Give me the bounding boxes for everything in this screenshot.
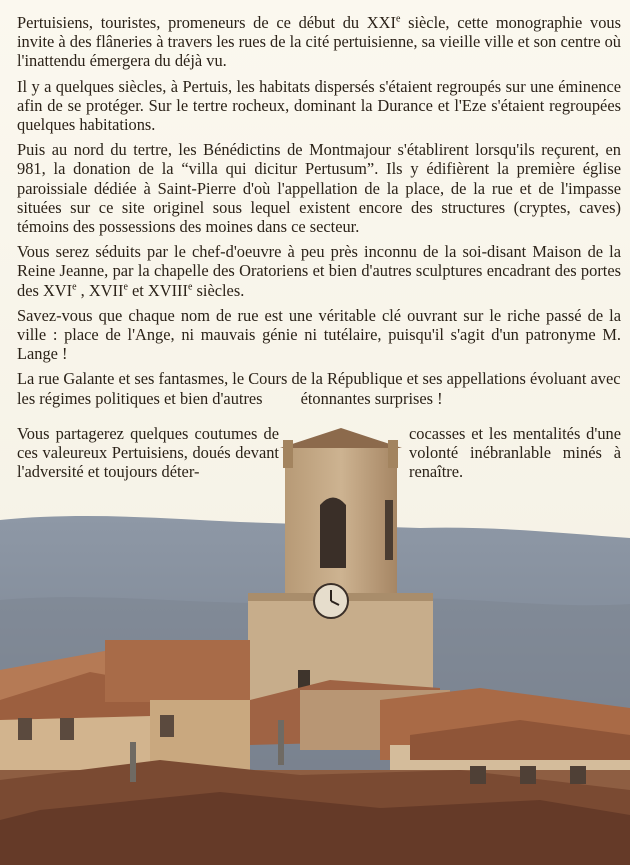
paragraph-4: Vous serez séduits par le chef-d'oeuvre à peu près inconnu de la soi-disant Maison de la Reine Jeanne, par la chapelle des Oratoriens et bien d'autres sculptures encadrant des portes des XVIe , XVIIe et XVIIIe siècles. bbox=[17, 242, 621, 300]
right-column: cocasses et les mentalités d'une volonté inébranlable minés à renaître. bbox=[409, 424, 621, 482]
paragraph-6: La rue Galante et ses fantasmes, le Cours de la République et ses appellations évoluant avec les régimes politiques et bien d'autres étonnantes surprises ! bbox=[17, 369, 621, 408]
paragraph-5: Savez-vous que chaque nom de rue est une véritable clé ouvrant sur le riche passé de la ville : place de l'Ange, ni mauvais génie ni tutélaire, puisqu'il s'agit d'un patronyme M. Lange ! bbox=[17, 305, 621, 364]
main-text bbox=[17, 13, 621, 414]
paragraph-2: Il y a quelques siècles, à Pertuis, les habitats dispersés s'étaient regroupés sur une éminence afin de se protéger. Sur le tertre rocheux, dominant la Durance et l'Eze s'étaient regroupées quelques habitations. bbox=[17, 76, 621, 135]
paragraph-3: Puis au nord du tertre, les Bénédictins de Montmajour s'établirent lorsqu'ils reçurent, en 981, la donation de la “villa qui dicitur Pertusum”. Ils y édifièrent la première église paroissiale dédiée à Saint-Pierre d'où l'appellation de la place, de la rue et de l'impasse situées sur ce site originel sous lequel existent encore des structures (cryptes, caves) témoins des possessions des moines dans ce secteur. bbox=[17, 140, 621, 237]
paragraph-1: Pertuisiens, touristes, promeneurs de ce début du XXIe siècle, cette monographie vous invite à des flâneries à travers les rues de la cité pertuisienne, sa vieille ville et son centre où l'inattendu émergera du déjà vu. bbox=[17, 13, 621, 71]
left-column: Vous partagerez quelques coutumes de ces valeureux Pertuisiens, doués devant l'adversité et toujours déter- bbox=[17, 424, 279, 482]
